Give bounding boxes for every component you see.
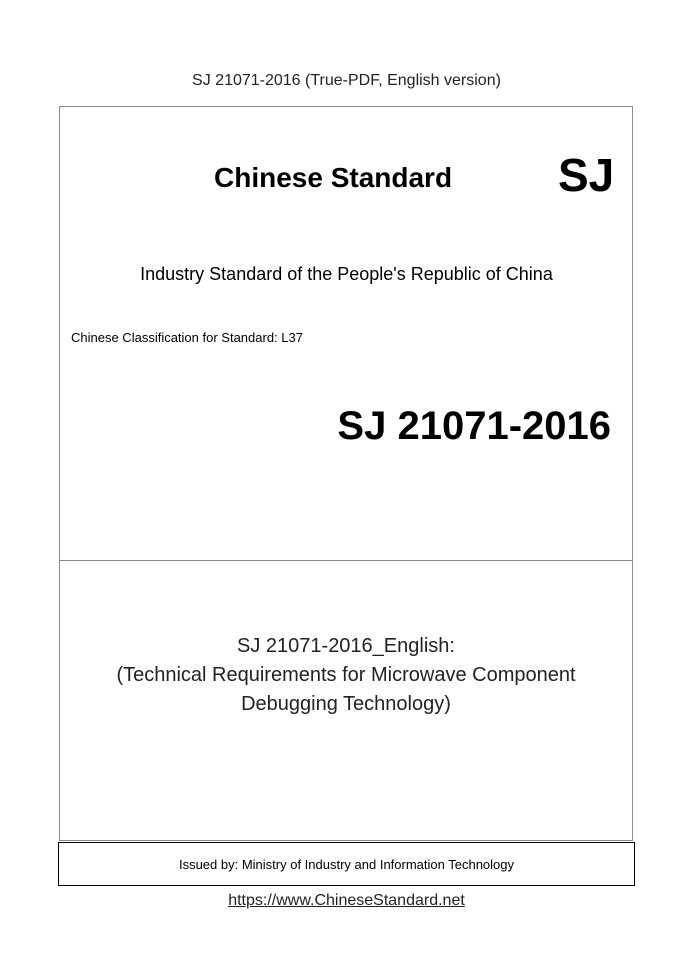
classification-label: Chinese Classification for Standard: L37 xyxy=(71,330,303,345)
issuer-text: Issued by: Ministry of Industry and Information Technology xyxy=(178,856,515,872)
standard-code-mark: SJ xyxy=(558,149,615,201)
section-divider xyxy=(60,560,632,561)
standard-number: SJ 21071-2016 xyxy=(337,404,611,448)
cover-title: Chinese Standard xyxy=(214,162,453,193)
document-title-line-1: SJ 21071-2016_English: xyxy=(237,635,455,657)
document-title xyxy=(59,632,633,719)
cover-frame xyxy=(59,106,633,841)
issuer-box xyxy=(58,842,635,886)
page-header: SJ 21071-2016 (True-PDF, English version) xyxy=(192,72,501,89)
document-title-line-3: Debugging Technology) xyxy=(241,693,451,715)
website-link[interactable]: https://www.ChineseStandard.net xyxy=(228,892,465,909)
document-title-line-2: (Technical Requirements for Microwave Component xyxy=(116,664,576,686)
cover-subtitle: Industry Standard of the People's Republic of China xyxy=(140,264,553,284)
